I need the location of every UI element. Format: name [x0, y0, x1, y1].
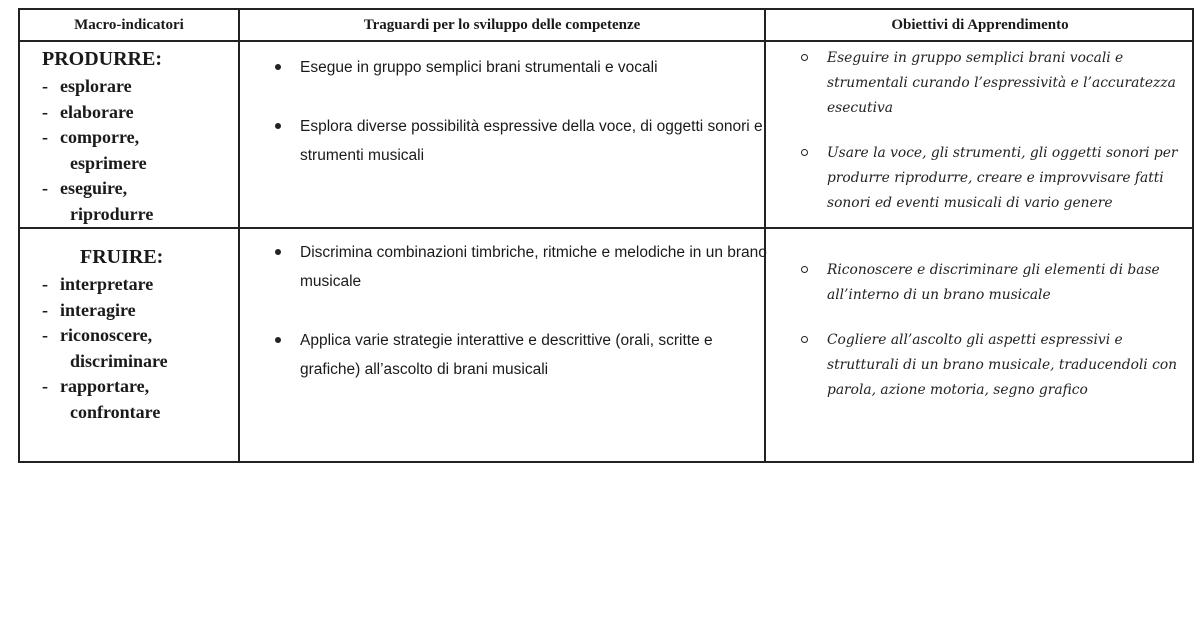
macro-list — [42, 74, 232, 227]
macro-title: FRUIRE: — [80, 246, 164, 268]
traguardi-cell-produrre — [268, 53, 768, 170]
row-divider — [20, 40, 1192, 42]
macro-cell-produrre — [42, 48, 232, 227]
header-macro-indicatori: Macro-indicatori — [74, 16, 184, 33]
header-traguardi: Traguardi per lo sviluppo delle competenze — [363, 16, 641, 33]
traguardi-cell-fruire — [268, 238, 768, 384]
competenze-table — [18, 8, 1194, 463]
traguardo-bullet: Applica varie strategie interattive e descrittive (orali, scritte e grafiche) all’ascolto di brani musicali — [268, 326, 768, 384]
macro-item: - rapportare, confrontare — [42, 374, 232, 425]
header-obiettivi: Obiettivi di Apprendimento — [891, 16, 1069, 33]
obiettivo-bullet: Cogliere all’ascolto gli aspetti espressivi e strutturali di un brano musicale, traducendoli con parola, azione motoria, segno grafico — [797, 328, 1197, 403]
macro-item: - elaborare — [42, 100, 232, 126]
macro-title: PRODURRE: — [42, 48, 162, 70]
column-divider — [238, 10, 240, 461]
obiettivi-cell-produrre — [797, 46, 1197, 216]
macro-item: - comporre, esprimere — [42, 125, 232, 176]
traguardo-bullet: Discrimina combinazioni timbriche, ritmiche e melodiche in un brano musicale — [268, 238, 768, 296]
traguardo-bullet: Esegue in gruppo semplici brani strumentali e vocali — [268, 53, 768, 82]
obiettivi-cell-fruire — [797, 258, 1197, 403]
macro-item: - interpretare — [42, 272, 232, 298]
macro-cell-fruire — [42, 246, 232, 425]
macro-item: - esplorare — [42, 74, 232, 100]
macro-list — [42, 272, 232, 425]
macro-item: - riconoscere, discriminare — [42, 323, 232, 374]
obiettivo-bullet: Riconoscere e discriminare gli elementi di base all’interno di un brano musicale — [797, 258, 1197, 308]
row-divider — [20, 227, 1192, 229]
macro-item: - interagire — [42, 298, 232, 324]
traguardo-bullet: Esplora diverse possibilità espressive della voce, di oggetti sonori e strumenti musicali — [268, 112, 768, 170]
obiettivo-bullet: Eseguire in gruppo semplici brani vocali e strumentali curando l’espressività e l’accuratezza esecutiva — [797, 46, 1197, 121]
obiettivo-bullet: Usare la voce, gli strumenti, gli oggetti sonori per produrre riprodurre, creare e improvvisare fatti sonori ed eventi musicali di vario genere — [797, 141, 1197, 216]
macro-item: - eseguire, riprodurre — [42, 176, 232, 227]
